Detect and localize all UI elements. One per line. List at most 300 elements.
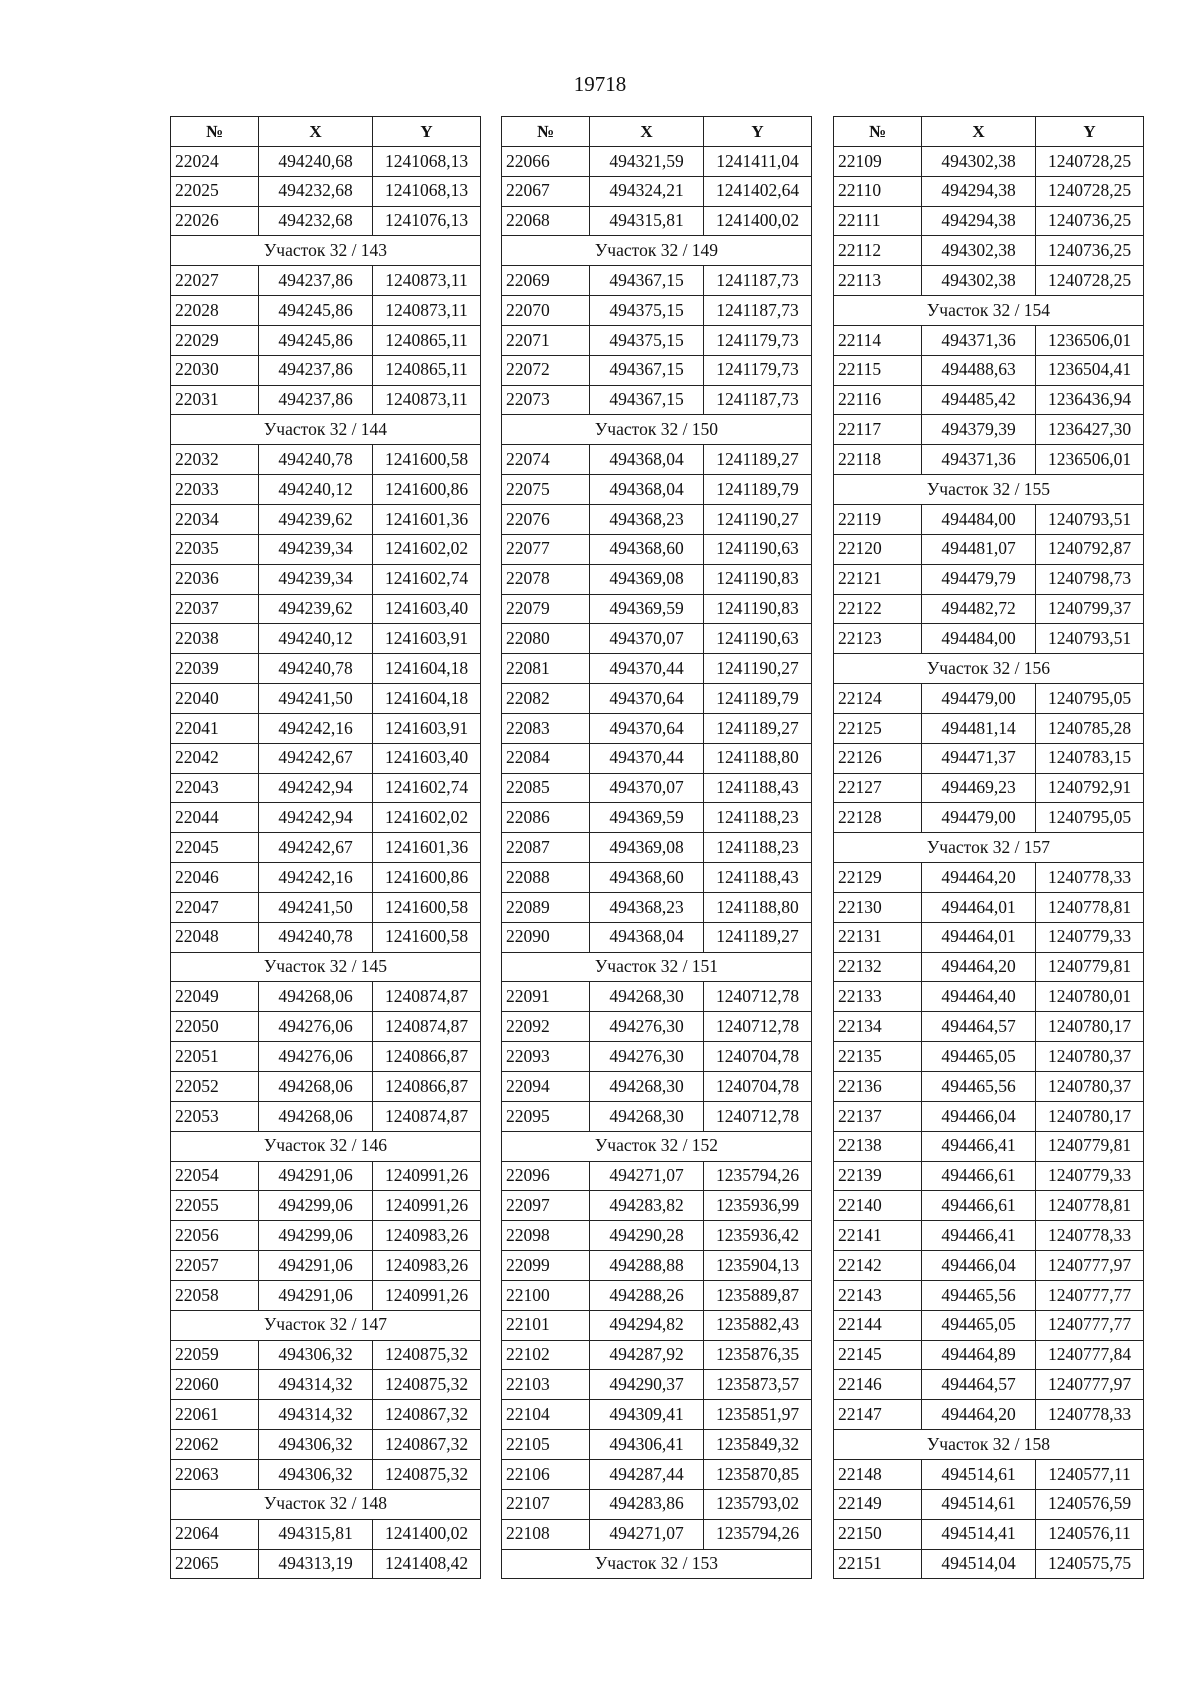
table-row [834,1280,1144,1310]
y-coordinate: 1240712,78 [704,982,812,1012]
x-coordinate: 494237,86 [259,266,373,296]
y-coordinate: 1241188,23 [704,833,812,863]
point-number: 22141 [834,1221,922,1251]
x-coordinate: 494302,38 [922,236,1036,266]
x-coordinate: 494291,06 [259,1280,373,1310]
table-row [171,1251,481,1281]
table-row [502,1161,812,1191]
point-number: 22057 [171,1251,259,1281]
table-row [834,1310,1144,1340]
y-coordinate: 1240874,87 [373,1101,481,1131]
x-coordinate: 494294,38 [922,176,1036,206]
x-coordinate: 494237,86 [259,385,373,415]
point-number: 22064 [171,1519,259,1549]
x-coordinate: 494368,04 [590,475,704,505]
section-title: Участок 32 / 149 [502,236,812,266]
point-number: 22071 [502,325,590,355]
x-coordinate: 494239,34 [259,564,373,594]
x-coordinate: 494482,72 [922,594,1036,624]
y-coordinate: 1241600,86 [373,475,481,505]
x-coordinate: 494276,06 [259,1042,373,1072]
y-coordinate: 1240780,37 [1036,1042,1144,1072]
x-coordinate: 494276,06 [259,1012,373,1042]
x-coordinate: 494465,05 [922,1310,1036,1340]
x-coordinate: 494287,44 [590,1459,704,1489]
point-number: 22128 [834,803,922,833]
section-title: Участок 32 / 148 [171,1489,481,1519]
x-coordinate: 494514,41 [922,1519,1036,1549]
point-number: 22072 [502,355,590,385]
point-number: 22046 [171,863,259,893]
y-coordinate: 1240575,75 [1036,1549,1144,1579]
table-row [834,1340,1144,1370]
section-title: Участок 32 / 154 [834,296,1144,326]
table-row [834,445,1144,475]
section-row [502,1131,812,1161]
point-number: 22135 [834,1042,922,1072]
y-coordinate: 1241600,58 [373,445,481,475]
x-coordinate: 494514,61 [922,1459,1036,1489]
table-row [834,1101,1144,1131]
table-row [502,1042,812,1072]
y-coordinate: 1240875,32 [373,1459,481,1489]
point-number: 22038 [171,624,259,654]
table-row [502,1430,812,1460]
point-number: 22042 [171,743,259,773]
y-coordinate: 1240778,33 [1036,1400,1144,1430]
table-row [171,504,481,534]
y-coordinate: 1236506,01 [1036,325,1144,355]
table-row [834,1251,1144,1281]
x-coordinate: 494241,50 [259,684,373,714]
point-number: 22140 [834,1191,922,1221]
x-coordinate: 494271,07 [590,1519,704,1549]
y-coordinate: 1241068,13 [373,146,481,176]
point-number: 22050 [171,1012,259,1042]
x-coordinate: 494299,06 [259,1191,373,1221]
section-row [171,952,481,982]
y-coordinate: 1240991,26 [373,1280,481,1310]
table-row [171,803,481,833]
x-coordinate: 494271,07 [590,1161,704,1191]
table-row [502,1310,812,1340]
table-row [502,1400,812,1430]
table-row [502,892,812,922]
point-number: 22066 [502,146,590,176]
table-row [502,1101,812,1131]
point-number: 22143 [834,1280,922,1310]
point-number: 22099 [502,1251,590,1281]
section-title: Участок 32 / 143 [171,236,481,266]
y-coordinate: 1240866,87 [373,1042,481,1072]
table-row [834,892,1144,922]
y-coordinate: 1240793,51 [1036,504,1144,534]
point-number: 22133 [834,982,922,1012]
table-row [171,833,481,863]
point-number: 22036 [171,564,259,594]
x-coordinate: 494240,12 [259,624,373,654]
x-coordinate: 494370,07 [590,773,704,803]
y-coordinate: 1241188,23 [704,803,812,833]
y-coordinate: 1240785,28 [1036,713,1144,743]
point-number: 22070 [502,296,590,326]
x-coordinate: 494488,63 [922,355,1036,385]
x-coordinate: 494371,36 [922,445,1036,475]
y-coordinate: 1241604,18 [373,684,481,714]
table-row [502,564,812,594]
point-number: 22148 [834,1459,922,1489]
point-number: 22091 [502,982,590,1012]
point-number: 22035 [171,534,259,564]
y-coordinate: 1240983,26 [373,1221,481,1251]
x-coordinate: 494239,62 [259,504,373,534]
point-number: 22056 [171,1221,259,1251]
table-row [834,1072,1144,1102]
section-row [834,654,1144,684]
x-coordinate: 494268,06 [259,982,373,1012]
point-number: 22078 [502,564,590,594]
y-coordinate: 1240873,11 [373,385,481,415]
y-coordinate: 1240777,97 [1036,1370,1144,1400]
x-coordinate: 494324,21 [590,176,704,206]
y-coordinate: 1240874,87 [373,1012,481,1042]
table-row [171,1221,481,1251]
x-coordinate: 494239,34 [259,534,373,564]
table-row [834,176,1144,206]
table-row [171,1400,481,1430]
x-coordinate: 494306,32 [259,1430,373,1460]
y-coordinate: 1240792,87 [1036,534,1144,564]
y-coordinate: 1241603,91 [373,713,481,743]
point-number: 22075 [502,475,590,505]
y-coordinate: 1241600,86 [373,863,481,893]
point-number: 22025 [171,176,259,206]
table-row [834,415,1144,445]
x-coordinate: 494268,06 [259,1072,373,1102]
y-coordinate: 1241601,36 [373,504,481,534]
table-row [502,684,812,714]
y-coordinate: 1241603,40 [373,743,481,773]
x-coordinate: 494481,14 [922,713,1036,743]
x-coordinate: 494367,15 [590,266,704,296]
point-number: 22085 [502,773,590,803]
table-row [502,1370,812,1400]
table-row [171,743,481,773]
point-number: 22120 [834,534,922,564]
table-row [834,952,1144,982]
y-coordinate: 1241408,42 [373,1549,481,1579]
point-number: 22110 [834,176,922,206]
table-row [834,564,1144,594]
table-row [171,355,481,385]
y-coordinate: 1241190,63 [704,624,812,654]
point-number: 22121 [834,564,922,594]
table-row [502,833,812,863]
y-coordinate: 1240991,26 [373,1191,481,1221]
table-row [834,1221,1144,1251]
header-x: X [259,117,373,147]
point-number: 22051 [171,1042,259,1072]
x-coordinate: 494242,16 [259,713,373,743]
y-coordinate: 1240866,87 [373,1072,481,1102]
y-coordinate: 1235889,87 [704,1280,812,1310]
x-coordinate: 494291,06 [259,1251,373,1281]
table-row [171,1459,481,1489]
x-coordinate: 494245,86 [259,325,373,355]
x-coordinate: 494464,01 [922,892,1036,922]
y-coordinate: 1241400,02 [704,206,812,236]
table-row [834,206,1144,236]
y-coordinate: 1241402,64 [704,176,812,206]
y-coordinate: 1241188,80 [704,743,812,773]
point-number: 22037 [171,594,259,624]
table-row [502,982,812,1012]
x-coordinate: 494368,04 [590,922,704,952]
page-number: 19718 [573,72,627,96]
table-row [171,1191,481,1221]
section-row [171,1310,481,1340]
x-coordinate: 494242,94 [259,803,373,833]
table-row [502,922,812,952]
x-coordinate: 494232,68 [259,206,373,236]
x-coordinate: 494379,39 [922,415,1036,445]
y-coordinate: 1241189,27 [704,713,812,743]
table-row [502,624,812,654]
y-coordinate: 1240777,84 [1036,1340,1144,1370]
section-title: Участок 32 / 156 [834,654,1144,684]
x-coordinate: 494466,04 [922,1101,1036,1131]
x-coordinate: 494464,20 [922,952,1036,982]
x-coordinate: 494370,64 [590,713,704,743]
point-number: 22084 [502,743,590,773]
y-coordinate: 1240576,59 [1036,1489,1144,1519]
table-row [834,922,1144,952]
y-coordinate: 1240712,78 [704,1101,812,1131]
x-coordinate: 494315,81 [259,1519,373,1549]
y-coordinate: 1241188,43 [704,863,812,893]
table-row [171,445,481,475]
y-coordinate: 1240795,05 [1036,684,1144,714]
point-number: 22044 [171,803,259,833]
table-row [502,1221,812,1251]
table-row [834,385,1144,415]
table-row [834,1400,1144,1430]
x-coordinate: 494309,41 [590,1400,704,1430]
x-coordinate: 494464,20 [922,1400,1036,1430]
table-row [834,534,1144,564]
header-number: № [834,117,922,147]
point-number: 22106 [502,1459,590,1489]
section-row [834,475,1144,505]
section-title: Участок 32 / 157 [834,833,1144,863]
x-coordinate: 494370,07 [590,624,704,654]
point-number: 22124 [834,684,922,714]
table-row [171,982,481,1012]
table-row [502,743,812,773]
table-row [502,325,812,355]
x-coordinate: 494464,57 [922,1370,1036,1400]
table-row [502,654,812,684]
point-number: 22028 [171,296,259,326]
point-number: 22134 [834,1012,922,1042]
x-coordinate: 494242,16 [259,863,373,893]
point-number: 22116 [834,385,922,415]
x-coordinate: 494471,37 [922,743,1036,773]
y-coordinate: 1241411,04 [704,146,812,176]
x-coordinate: 494242,94 [259,773,373,803]
point-number: 22095 [502,1101,590,1131]
point-number: 22080 [502,624,590,654]
x-coordinate: 494484,00 [922,504,1036,534]
table-row [834,236,1144,266]
table-header-row [502,117,812,147]
x-coordinate: 494369,08 [590,564,704,594]
x-coordinate: 494290,37 [590,1370,704,1400]
table-row [171,684,481,714]
x-coordinate: 494371,36 [922,325,1036,355]
y-coordinate: 1240875,32 [373,1370,481,1400]
x-coordinate: 494368,23 [590,892,704,922]
y-coordinate: 1240799,37 [1036,594,1144,624]
table-row [171,773,481,803]
point-number: 22108 [502,1519,590,1549]
header-x: X [590,117,704,147]
y-coordinate: 1236504,41 [1036,355,1144,385]
point-number: 22109 [834,146,922,176]
y-coordinate: 1240777,97 [1036,1251,1144,1281]
section-title: Участок 32 / 152 [502,1131,812,1161]
header-number: № [502,117,590,147]
y-coordinate: 1241601,36 [373,833,481,863]
x-coordinate: 494288,26 [590,1280,704,1310]
x-coordinate: 494294,38 [922,206,1036,236]
point-number: 22067 [502,176,590,206]
header-y: Y [1036,117,1144,147]
table-row [171,206,481,236]
y-coordinate: 1240777,77 [1036,1280,1144,1310]
point-number: 22090 [502,922,590,952]
x-coordinate: 494466,61 [922,1191,1036,1221]
x-coordinate: 494466,04 [922,1251,1036,1281]
y-coordinate: 1240780,01 [1036,982,1144,1012]
y-coordinate: 1240783,15 [1036,743,1144,773]
x-coordinate: 494315,81 [590,206,704,236]
x-coordinate: 494484,00 [922,624,1036,654]
table-row [171,1072,481,1102]
point-number: 22146 [834,1370,922,1400]
point-number: 22076 [502,504,590,534]
section-row [502,415,812,445]
x-coordinate: 494287,92 [590,1340,704,1370]
x-coordinate: 494268,30 [590,1072,704,1102]
y-coordinate: 1235904,13 [704,1251,812,1281]
table-row [834,684,1144,714]
table-row [502,504,812,534]
y-coordinate: 1241076,13 [373,206,481,236]
point-number: 22055 [171,1191,259,1221]
y-coordinate: 1240779,81 [1036,1131,1144,1161]
table-row [834,325,1144,355]
y-coordinate: 1240778,81 [1036,1191,1144,1221]
y-coordinate: 1240865,11 [373,355,481,385]
y-coordinate: 1241189,27 [704,922,812,952]
table-row [171,863,481,893]
y-coordinate: 1240874,87 [373,982,481,1012]
point-number: 22047 [171,892,259,922]
x-coordinate: 494375,15 [590,325,704,355]
x-coordinate: 494288,88 [590,1251,704,1281]
table-row [171,654,481,684]
x-coordinate: 494368,04 [590,445,704,475]
y-coordinate: 1240576,11 [1036,1519,1144,1549]
section-title: Участок 32 / 147 [171,1310,481,1340]
y-coordinate: 1240873,11 [373,266,481,296]
point-number: 22030 [171,355,259,385]
section-row [171,415,481,445]
header-y: Y [704,117,812,147]
point-number: 22138 [834,1131,922,1161]
point-number: 22119 [834,504,922,534]
x-coordinate: 494299,06 [259,1221,373,1251]
point-number: 22045 [171,833,259,863]
table-row [171,1101,481,1131]
point-number: 22112 [834,236,922,266]
y-coordinate: 1240875,32 [373,1340,481,1370]
x-coordinate: 494306,41 [590,1430,704,1460]
y-coordinate: 1240780,37 [1036,1072,1144,1102]
point-number: 22052 [171,1072,259,1102]
table-row [502,1280,812,1310]
section-row [834,296,1144,326]
y-coordinate: 1240704,78 [704,1042,812,1072]
y-coordinate: 1241602,02 [373,803,481,833]
x-coordinate: 494481,07 [922,534,1036,564]
table-row [834,1012,1144,1042]
x-coordinate: 494464,57 [922,1012,1036,1042]
y-coordinate: 1241188,80 [704,892,812,922]
section-row [502,952,812,982]
x-coordinate: 494466,41 [922,1221,1036,1251]
table-row [502,385,812,415]
header-x: X [922,117,1036,147]
table-row [171,564,481,594]
header-number: № [171,117,259,147]
point-number: 22031 [171,385,259,415]
point-number: 22097 [502,1191,590,1221]
y-coordinate: 1236436,94 [1036,385,1144,415]
table-row [171,624,481,654]
y-coordinate: 1241188,43 [704,773,812,803]
point-number: 22103 [502,1370,590,1400]
y-coordinate: 1240780,17 [1036,1012,1144,1042]
point-number: 22123 [834,624,922,654]
table-row [502,475,812,505]
table-row [834,1549,1144,1579]
x-coordinate: 494294,82 [590,1310,704,1340]
point-number: 22048 [171,922,259,952]
y-coordinate: 1241189,79 [704,684,812,714]
point-number: 22086 [502,803,590,833]
x-coordinate: 494367,15 [590,355,704,385]
x-coordinate: 494240,78 [259,922,373,952]
point-number: 22137 [834,1101,922,1131]
y-coordinate: 1240779,81 [1036,952,1144,982]
table-row [834,504,1144,534]
point-number: 22122 [834,594,922,624]
y-coordinate: 1240778,33 [1036,1221,1144,1251]
point-number: 22032 [171,445,259,475]
y-coordinate: 1240704,78 [704,1072,812,1102]
